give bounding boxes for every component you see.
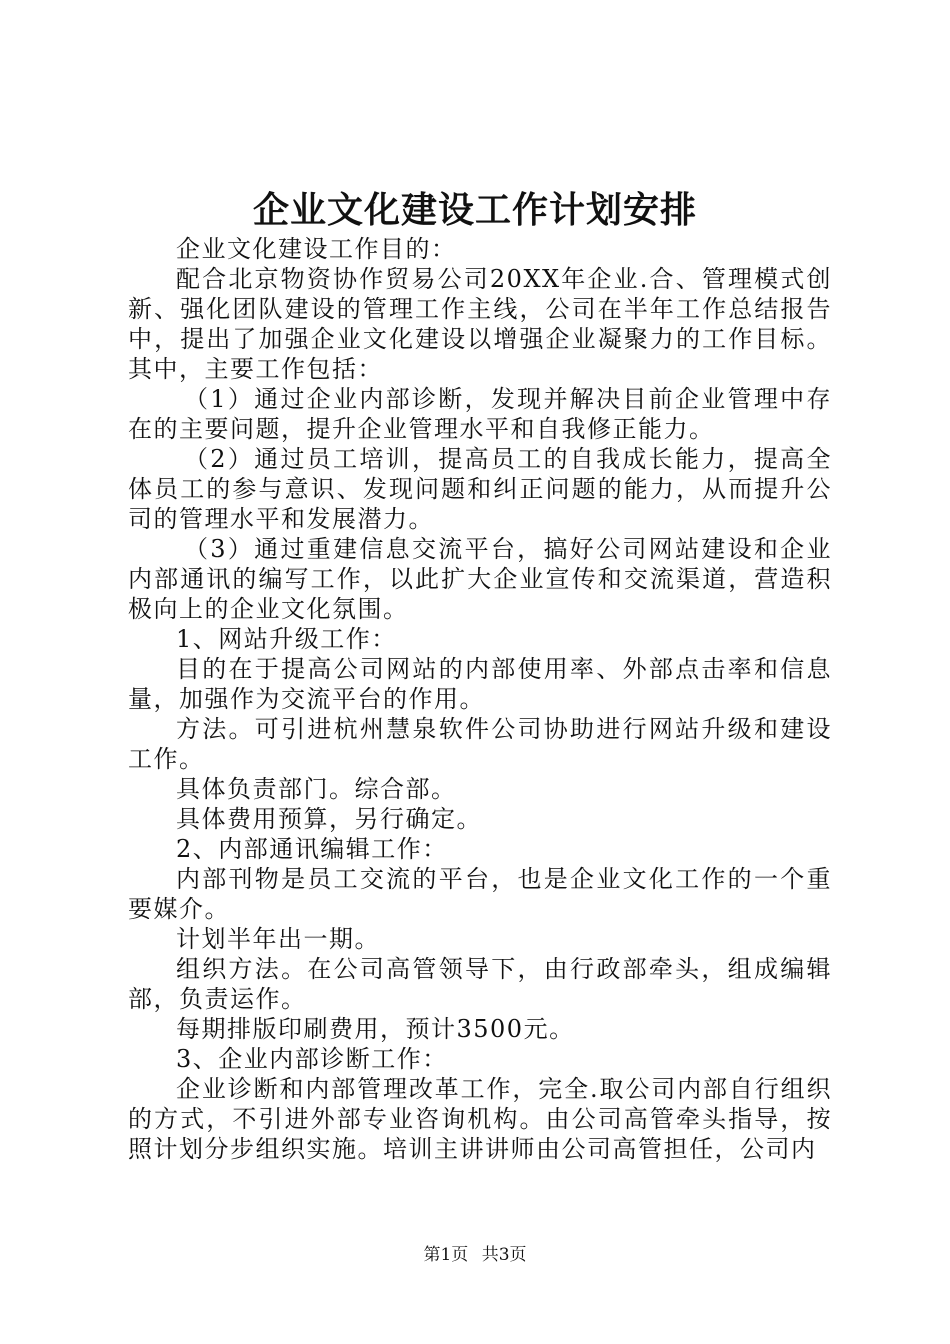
- paragraph: 具体负责部门。综合部。: [176, 775, 457, 803]
- paragraph: 组织方法。在公司高管领导下，由行政部牵头，组成编辑部，负责运作。: [128, 955, 832, 1013]
- paragraph: （1）通过企业内部诊断，发现并解决目前企业管理中存在的主要问题，提升企业管理水平和自我修正能力。: [128, 385, 832, 443]
- section-heading: 3、企业内部诊断工作：: [176, 1045, 448, 1073]
- page-footer: [0, 1244, 950, 1266]
- paragraph: 每期排版印刷费用，预计3500元。: [176, 1015, 575, 1043]
- paragraph: 目的在于提高公司网站的内部使用率、外部点击率和信息量，加强作为交流平台的作用。: [128, 655, 832, 713]
- document-title: 企业文化建设工作计划安排: [252, 189, 697, 231]
- paragraph: 方法。可引进杭州慧泉软件公司协助进行网站升级和建设工作。: [128, 715, 832, 773]
- section-heading: 2、内部通讯编辑工作：: [176, 835, 448, 863]
- paragraph: （2）通过员工培训，提高员工的自我成长能力，提高全体员工的参与意识、发现问题和纠正问题的能力，从而提升公司的管理水平和发展潜力。: [128, 445, 832, 533]
- paragraph: （3）通过重建信息交流平台，搞好公司网站建设和企业内部通讯的编写工作，以此扩大企业宣传和交流渠道，营造积极向上的企业文化氛围。: [128, 535, 832, 623]
- paragraph: 企业文化建设工作目的：: [176, 235, 457, 263]
- paragraph: 计划半年出一期。: [176, 925, 380, 953]
- document-body: [128, 234, 832, 1164]
- paragraph: 企业诊断和内部管理改革工作，完全.取公司内部自行组织的方式，不引进外部专业咨询机构。由公司高管牵头指导，按照计划分步组织实施。培训主讲讲师由公司高管担任，公司内: [128, 1075, 832, 1163]
- page-number: 第1页: [423, 1245, 469, 1265]
- page-total: 共3页: [481, 1245, 527, 1265]
- paragraph: 内部刊物是员工交流的平台，也是企业文化工作的一个重要媒介。: [128, 865, 832, 923]
- section-heading: 1、网站升级工作：: [176, 625, 397, 653]
- paragraph: 具体费用预算，另行确定。: [176, 805, 482, 833]
- paragraph: 配合北京物资协作贸易公司20XX年企业.合、管理模式创新、强化团队建设的管理工作主线，公司在半年工作总结报告中，提出了加强企业文化建设以增强企业凝聚力的工作目标。其中，主要工作包括：: [128, 265, 832, 383]
